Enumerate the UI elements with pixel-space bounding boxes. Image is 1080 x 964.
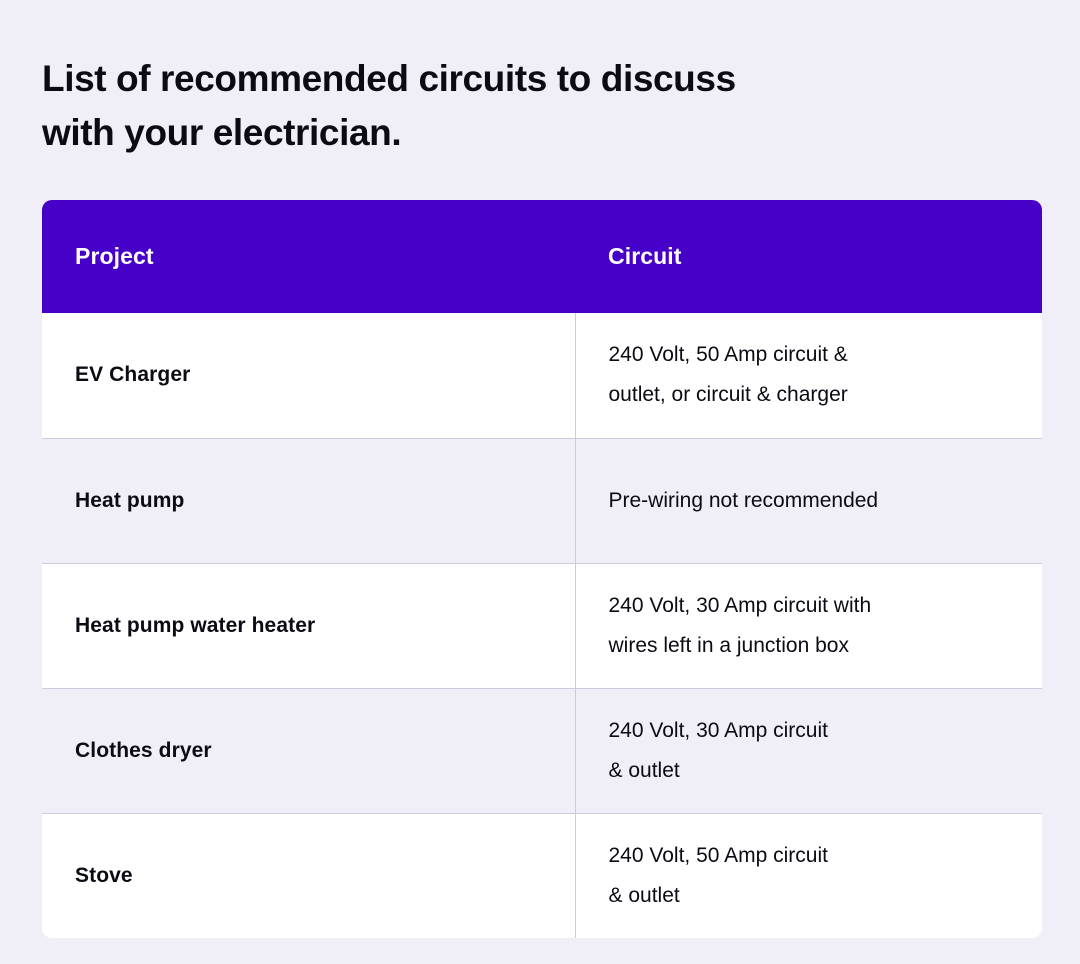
page-title-line-2: with your electrician.: [42, 112, 402, 153]
table-row: [42, 563, 1042, 688]
cell-circuit-line-1: 240 Volt, 30 Amp circuit: [608, 718, 828, 742]
table-row: [42, 438, 1042, 563]
table-row: [42, 688, 1042, 813]
cell-circuit: [575, 563, 1042, 688]
page-title: [42, 52, 902, 160]
cell-circuit: [575, 813, 1042, 938]
cell-circuit-line-1: 240 Volt, 50 Amp circuit: [608, 843, 828, 867]
cell-project: Heat pump water heater: [42, 563, 575, 688]
recommended-circuits-table: [42, 200, 1042, 938]
cell-circuit: [575, 313, 1042, 438]
circuit-table: [42, 200, 1042, 938]
cell-circuit-line-2: wires left in a junction box: [608, 633, 849, 657]
cell-circuit-line-1: 240 Volt, 30 Amp circuit with: [608, 593, 872, 617]
table-row: [42, 813, 1042, 938]
column-header-project: Project: [42, 200, 575, 313]
cell-circuit-line-2: & outlet: [608, 883, 680, 907]
table-body: [42, 313, 1042, 938]
cell-project: Stove: [42, 813, 575, 938]
cell-circuit-line-1: 240 Volt, 50 Amp circuit &: [608, 343, 848, 367]
table-header-row: [42, 200, 1042, 313]
cell-project: Heat pump: [42, 438, 575, 563]
cell-project: Clothes dryer: [42, 688, 575, 813]
cell-circuit-line-2: outlet, or circuit & charger: [608, 383, 848, 407]
cell-circuit: [575, 688, 1042, 813]
table-row: [42, 313, 1042, 438]
cell-circuit: [575, 438, 1042, 563]
page-title-line-1: List of recommended circuits to discuss: [42, 58, 736, 99]
column-header-circuit: Circuit: [575, 200, 1042, 313]
cell-circuit-line-1: Pre-wiring not recommended: [608, 488, 879, 512]
table-header: [42, 200, 1042, 313]
cell-circuit-line-2: & outlet: [608, 758, 680, 782]
cell-project: EV Charger: [42, 313, 575, 438]
